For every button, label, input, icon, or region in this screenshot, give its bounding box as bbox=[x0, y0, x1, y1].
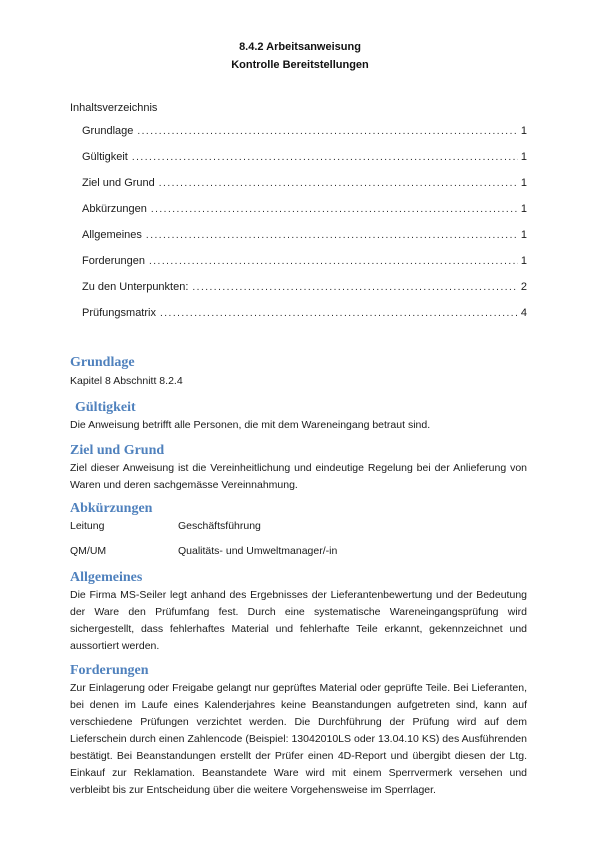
abbreviation-term: Leitung bbox=[70, 520, 105, 532]
toc-entry-ziel-und-grund[interactable] bbox=[70, 177, 527, 203]
toc-entry-label: Forderungen bbox=[82, 255, 145, 267]
toc-dot-leader bbox=[149, 256, 518, 267]
section-body-forderungen: Zur Einlagerung oder Freigabe gelangt nur geprüftes Material oder geprüfte Teile. Bei Lieferanten, bei denen im Laufe eines Kalenderjahres keine Beanstandungen aufgetreten sind, kann auf verschiedene Prüfungen verzichtet werden. Die Durchführung der Prüfung wird auf dem Lieferschein durch einen Zahlencode (Beispiel: 13042010LS oder 13.04.10 KS) des Ausführenden bestätigt. Bei Beanstandungen erstellt der Prüfer einen 4D-Report und übergibt diesen der Ltg. Einkauf zur Reklamation. Beanstandete Ware wird mit einem Sperrvermerk versehen und verbleibt bis zur Entscheidung über die weitere Vorgehensweise im Sperrlager. bbox=[70, 682, 527, 796]
toc-dot-leader bbox=[192, 282, 517, 293]
abbreviation-row bbox=[70, 543, 527, 560]
section-heading-forderungen: Forderungen bbox=[70, 663, 149, 678]
section-body-grundlage: Kapitel 8 Abschnitt 8.2.4 bbox=[70, 375, 183, 387]
document-title bbox=[0, 0, 600, 74]
title-line-2: Kontrolle Bereitstellungen bbox=[231, 59, 369, 71]
toc-entry-forderungen[interactable] bbox=[70, 255, 527, 281]
section-body-ziel-und-grund: Ziel dieser Anweisung ist die Vereinheitlichung und eindeutige Regelung bei der Anlieferung von Waren und deren sachgemässe Vereinnahmung. bbox=[70, 462, 527, 491]
section-heading-grundlage: Grundlage bbox=[70, 355, 135, 370]
toc-dot-leader bbox=[151, 204, 518, 215]
toc-entry-pruefungsmatrix[interactable] bbox=[70, 307, 527, 333]
abbreviation-row bbox=[70, 518, 527, 535]
table-of-contents bbox=[70, 125, 527, 333]
toc-dot-leader bbox=[137, 126, 518, 137]
section-heading-abkuerzungen: Abkürzungen bbox=[70, 501, 153, 516]
toc-dot-leader bbox=[146, 230, 518, 241]
toc-page-number: 1 bbox=[520, 255, 527, 267]
toc-dot-leader bbox=[159, 178, 518, 189]
toc-entry-grundlage[interactable] bbox=[70, 125, 527, 151]
toc-page-number: 1 bbox=[520, 151, 527, 163]
toc-entry-gueltigkeit[interactable] bbox=[70, 151, 527, 177]
toc-page-number: 1 bbox=[520, 177, 527, 189]
toc-entry-zu-den-unterpunkten[interactable] bbox=[70, 281, 527, 307]
section-heading-gueltigkeit: Gültigkeit bbox=[75, 400, 136, 415]
section-body-allgemeines: Die Firma MS-Seiler legt anhand des Ergebnisses der Lieferantenbewertung und der Bedeutung der Ware den Prüfumfang fest. Durch eine systematische Wareneingangsprüfung wird sichergestellt, dass fehlerhaftes Material und fehlerhafte Teile erkannt, gekennzeichnet und aussortiert werden. bbox=[70, 589, 527, 652]
toc-entry-label: Abkürzungen bbox=[82, 203, 147, 215]
toc-entry-abkuerzungen[interactable] bbox=[70, 203, 527, 229]
toc-dot-leader bbox=[160, 308, 518, 319]
title-line-1: 8.4.2 Arbeitsanweisung bbox=[239, 41, 361, 53]
abbreviation-meaning: Qualitäts- und Umweltmanager/-in bbox=[178, 545, 338, 557]
toc-heading: Inhaltsverzeichnis bbox=[70, 102, 158, 114]
toc-page-number: 2 bbox=[520, 281, 527, 293]
toc-entry-label: Allgemeines bbox=[82, 229, 142, 241]
toc-page-number: 1 bbox=[520, 203, 527, 215]
abbreviation-term: QM/UM bbox=[70, 545, 107, 557]
toc-entry-allgemeines[interactable] bbox=[70, 229, 527, 255]
toc-page-number: 4 bbox=[520, 307, 527, 319]
toc-entry-label: Ziel und Grund bbox=[82, 177, 155, 189]
toc-entry-label: Gültigkeit bbox=[82, 151, 128, 163]
abbreviation-meaning: Geschäftsführung bbox=[178, 520, 261, 532]
toc-entry-label: Prüfungsmatrix bbox=[82, 307, 156, 319]
toc-page-number: 1 bbox=[520, 229, 527, 241]
toc-dot-leader bbox=[132, 152, 518, 163]
section-heading-ziel-und-grund: Ziel und Grund bbox=[70, 443, 165, 458]
toc-entry-label: Zu den Unterpunkten: bbox=[82, 281, 189, 293]
toc-entry-label: Grundlage bbox=[82, 125, 134, 137]
section-heading-allgemeines: Allgemeines bbox=[70, 570, 143, 585]
abbreviation-table bbox=[70, 518, 527, 560]
toc-page-number: 1 bbox=[520, 125, 527, 137]
section-body-gueltigkeit: Die Anweisung betrifft alle Personen, die mit dem Wareneingang betraut sind. bbox=[70, 419, 431, 431]
